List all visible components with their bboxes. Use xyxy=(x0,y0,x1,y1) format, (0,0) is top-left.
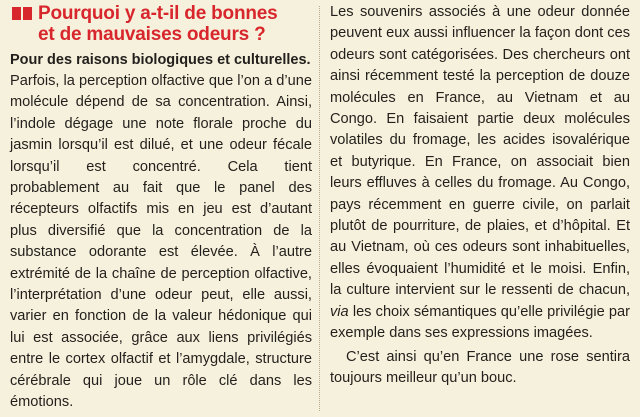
article-subheading: Pour des raisons biologiques et culturelles. xyxy=(10,52,311,68)
right-column xyxy=(330,0,630,417)
column-divider xyxy=(319,6,320,411)
left-column xyxy=(10,0,312,417)
heading-line-1: Pourquoi y a-t-il de bonnes xyxy=(38,3,278,24)
left-body-paragraph: Parfois, la perception olfactive que l’on a d’une molécule dépend de sa concentration. Ainsi, l’indole dégage une note florale proche du jasmin lorsqu’il est dilué, et une odeur fécale lorsqu’il est concentré. Cela tient probablement au fait que le panel des récepteurs olfactifs mis en jeu est d’autant plus diversifié que la concentration de la substance odorante est élevée. À l’autre extrémité de la chaîne de perception olfactive, l’interprétation d’une odeur peut, elle aussi, varier en fonction de la valeur hédonique qui lui est associée, grâce aux liens privilégiés entre le cortex olfactif et l’amygdale, structure cérébrale qui joue un rôle clé dans les émotions. xyxy=(10,73,312,411)
heading-line-2: et de mauvaises odeurs ? xyxy=(38,24,266,45)
double-bar-icon xyxy=(12,7,33,20)
right-body-text-1: Les souvenirs associés à une odeur donnée peuvent eux aussi influencer la façon dont ces odeurs sont catégorisées. Des chercheurs ont ainsi récemment testé la perception de douze molécules en France, au Vietnam et au Congo. En faisaient partie deux molécules volatiles du fromage, les acides isovalérique et butyrique. En France, on associait bien leurs effluves à celles du fromage. Au Congo, pays récemment en guerre civile, on parlait plutôt de pourriture, de plaies, et d’hôpital. Et au Vietnam, où ces odeurs sont inhabituelles, elles évoquaient l’humidité et le moisi. Enfin, la culture intervient sur le ressenti de chacun, xyxy=(330,4,630,299)
right-body-text-2: les choix sémantiques qu’elle privilégie par exemple dans ses expressions imagées. xyxy=(330,303,630,342)
article-heading xyxy=(10,3,312,45)
closing-paragraph: C’est ainsi qu’en France une rose sentira toujours meilleur qu’un bouc. xyxy=(330,348,630,386)
via-italic: via xyxy=(330,303,349,320)
right-body-paragraph xyxy=(330,2,630,345)
